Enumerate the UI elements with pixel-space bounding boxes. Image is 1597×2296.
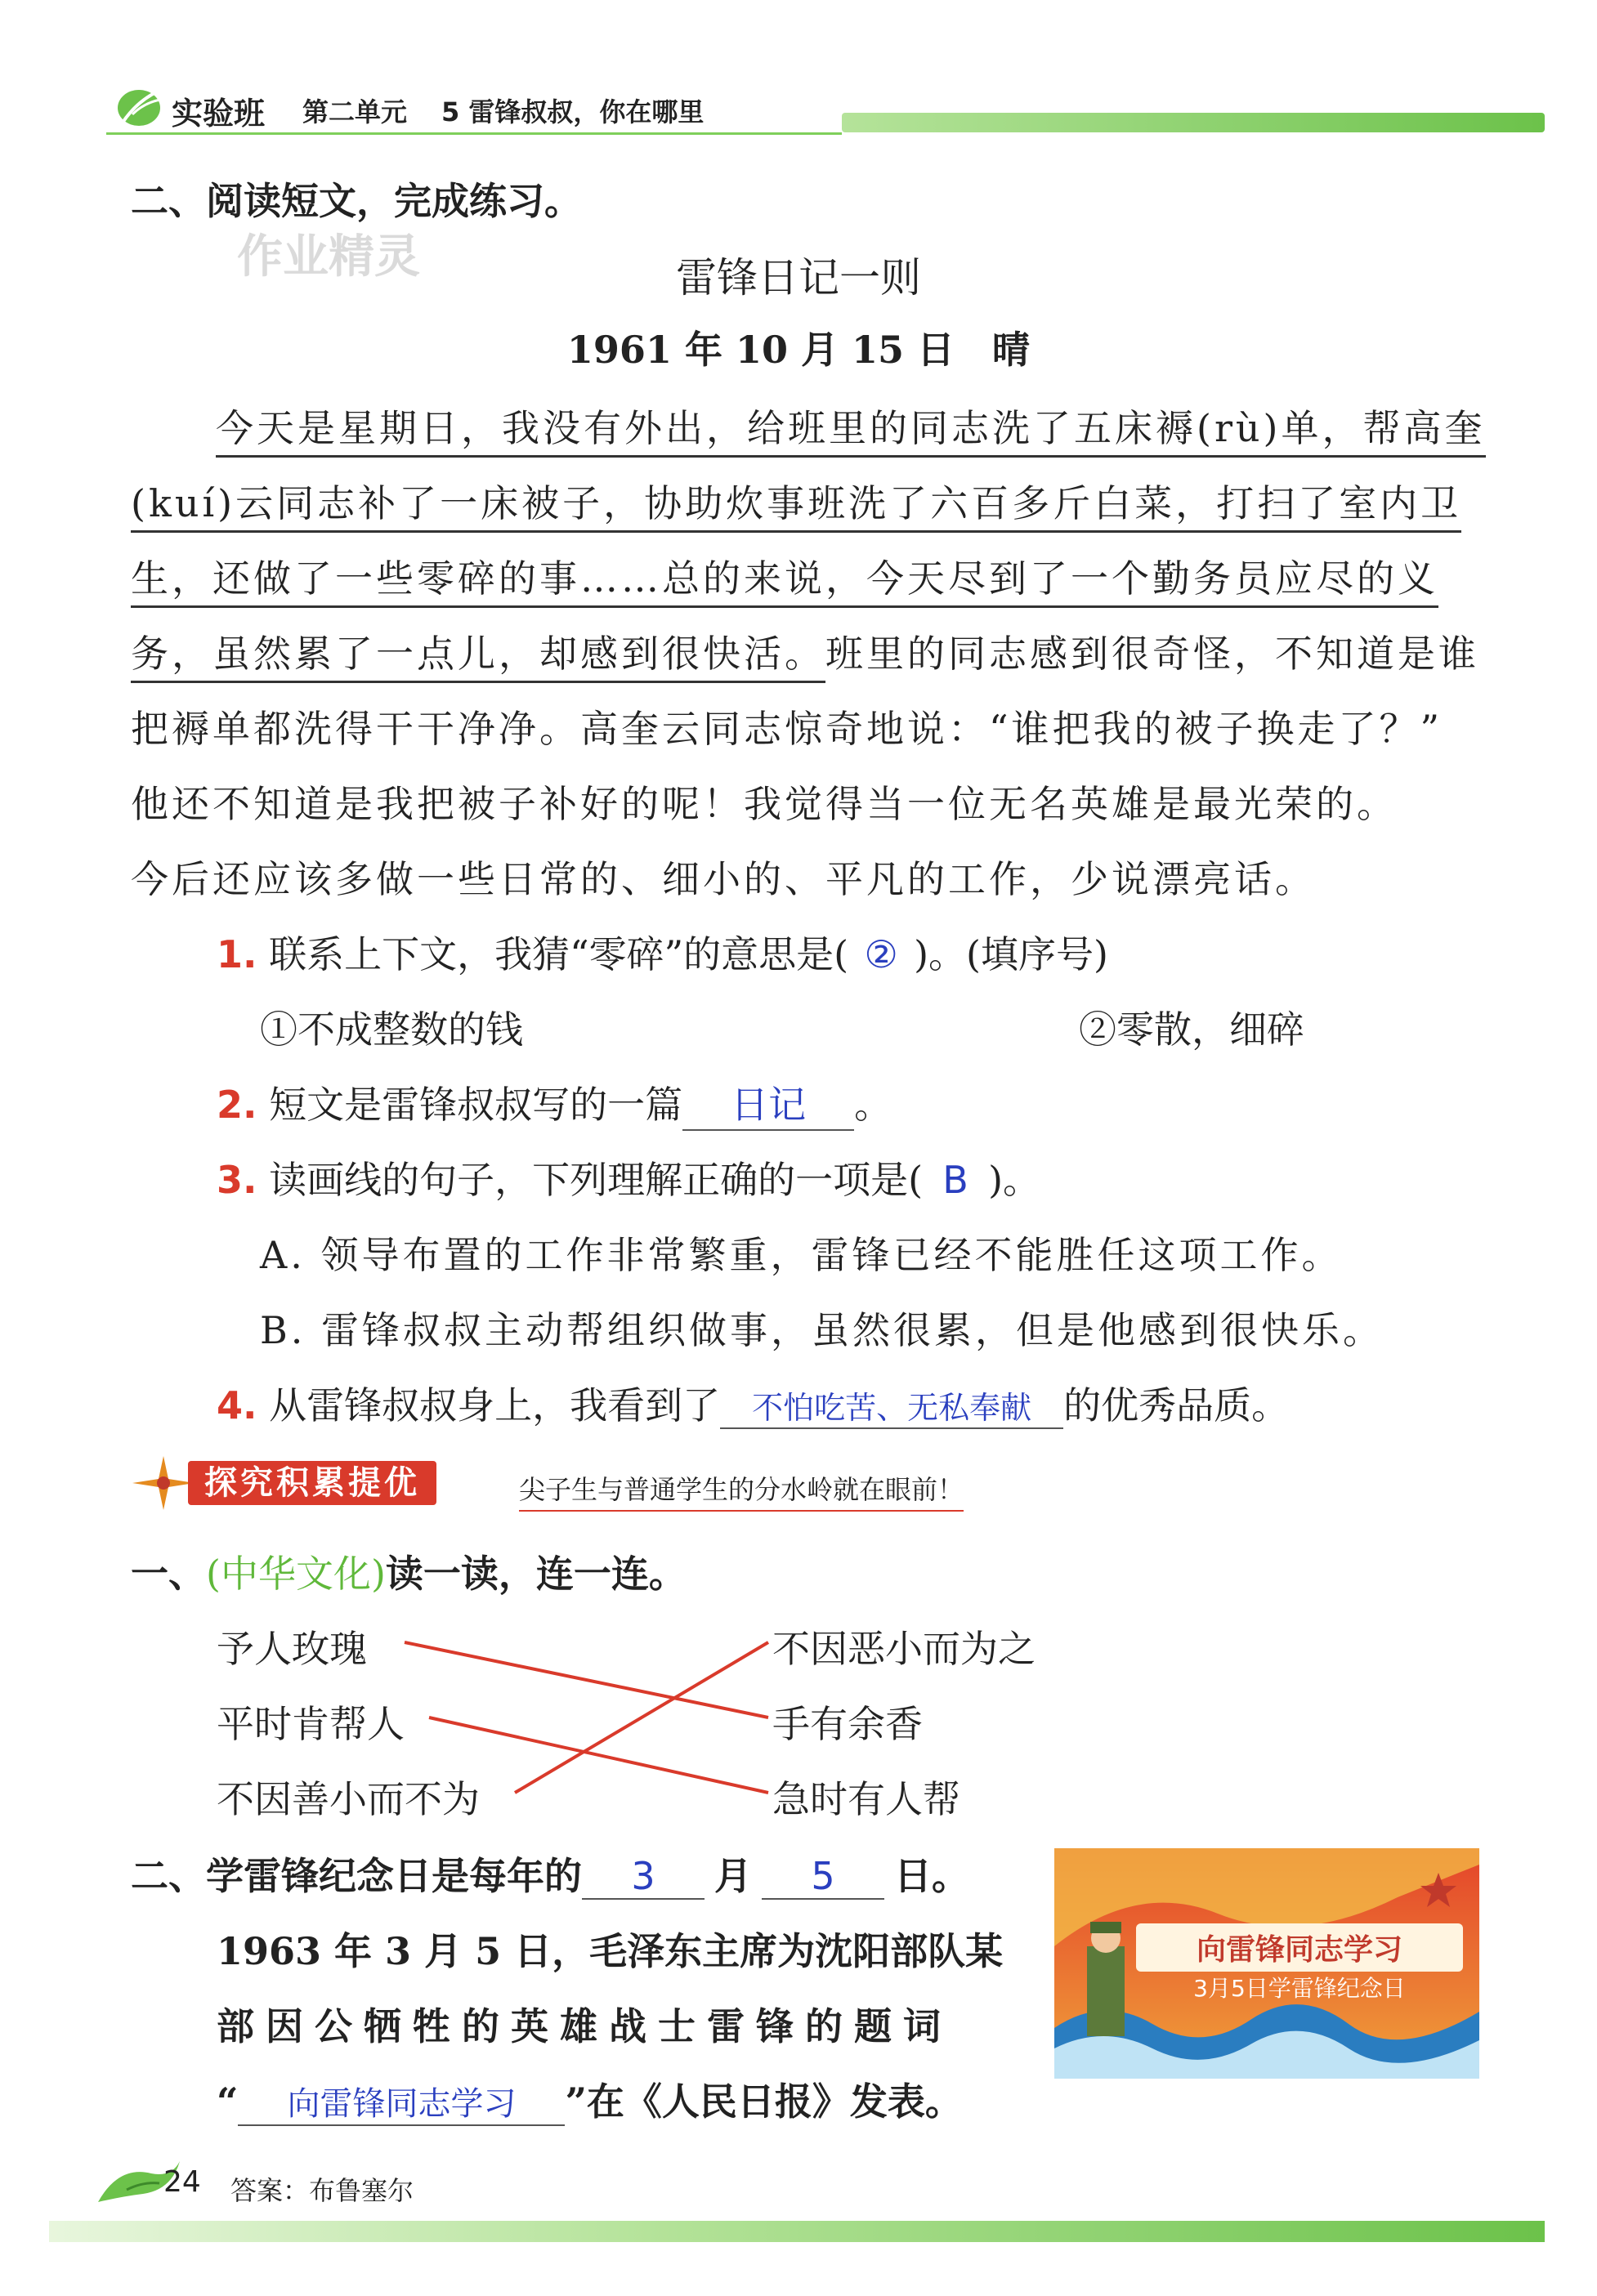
lesson-label: 5 雷锋叔叔，你在哪里 <box>441 96 705 127</box>
brand-name: 实验班 <box>172 96 266 132</box>
match-line-3 <box>515 1642 768 1793</box>
page-number: 24 <box>163 2165 201 2199</box>
question-3: 3. 读画线的句子，下列理解正确的一项是( B )。 <box>217 1158 1041 1202</box>
footer-answer: 答案：布鲁塞尔 <box>230 2175 414 2206</box>
passage-line-6: 他还不知道是我把被子补好的呢！我觉得当一位无名英雄是最光荣的。 <box>131 782 1398 826</box>
passage-date: 1961 年 10 月 15 日 晴 <box>566 328 1031 372</box>
answer-q2: 日记 <box>682 1075 854 1131</box>
section-title: 二、阅读短文，完成练习。 <box>131 179 582 223</box>
poster-subtitle: 3月5日学雷锋纪念日 <box>1193 1975 1406 2002</box>
answer-day: 5 <box>762 1854 884 1900</box>
passage-line-7: 今后还应该多做一些日常的、细小的、平凡的工作，少说漂亮话。 <box>131 857 1316 901</box>
watermark: 作业精灵 <box>237 230 420 284</box>
passage-line-3: 生，还做了一些零碎的事……总的来说，今天尽到了一个勤务员应尽的义 <box>131 549 1487 603</box>
explore-2-line-1: 二、学雷锋纪念日是每年的 3 月 5 日。 <box>131 1854 969 1898</box>
banner-label: 探究积累提优 <box>188 1461 436 1505</box>
q3-option-a: A. 领导布置的工作非常繁重，雷锋已经不能胜任这项工作。 <box>260 1233 1343 1277</box>
q3-option-b: B. 雷锋叔叔主动帮组织做事，虽然很累，但是他感到很快乐。 <box>260 1308 1385 1352</box>
unit-label: 第二单元 <box>302 96 408 127</box>
answer-q1: ② <box>864 932 898 976</box>
answer-month: 3 <box>582 1854 705 1900</box>
passage-line-1: 今天是星期日，我没有外出，给班里的同志洗了五床褥(rù)单，帮高奎 <box>131 399 1487 453</box>
q1-option-1: ①不成整数的钱 <box>260 1007 523 1052</box>
poster-title: 向雷锋同志学习 <box>1136 1923 1463 1972</box>
explore-1-title: 一、(中华文化)读一读，连一连。 <box>131 1552 687 1596</box>
question-2: 2. 短文是雷锋叔叔写的一篇 日记 。 <box>217 1075 892 1131</box>
match-left-1[interactable]: 予人玫瑰 <box>217 1627 367 1671</box>
poster-image <box>1054 1848 1479 2079</box>
match-line-2 <box>429 1718 768 1793</box>
passage-line-4: 务，虽然累了一点儿，却感到很快活。班里的同志感到很奇怪，不知道是谁 <box>131 624 1487 678</box>
question-1: 1. 联系上下文，我猜“零碎”的意思是( ② )。(填序号) <box>217 932 1108 976</box>
answer-quote: 向雷锋同志学习 <box>238 2078 565 2126</box>
match-left-2[interactable]: 平时肯帮人 <box>217 1702 405 1746</box>
match-left-3[interactable]: 不因善小而不为 <box>217 1777 480 1821</box>
explore-2-line-4: “ 向雷锋同志学习 ”在《人民日报》发表。 <box>217 2072 963 2126</box>
footer-stripe <box>49 2221 1545 2242</box>
match-line-1 <box>405 1642 768 1718</box>
answer-q4: 不怕吃苦、无私奉献 <box>720 1383 1063 1429</box>
banner-slogan: 尖子生与普通学生的分水岭就在眼前！ <box>519 1469 964 1512</box>
question-4: 4. 从雷锋叔叔身上，我看到了 不怕吃苦、无私奉献 的优秀品质。 <box>217 1383 1290 1427</box>
explore-2-line-3: 部因公牺牲的英雄战士雷锋的题词 <box>217 2004 952 2048</box>
answer-q3: B <box>942 1158 968 1202</box>
match-right-2[interactable]: 手有余香 <box>772 1702 923 1746</box>
passage-title: 雷锋日记一则 <box>676 254 921 302</box>
match-right-1[interactable]: 不因恶小而为之 <box>772 1627 1036 1671</box>
explore-2-line-2: 1963 年 3 月 5 日，毛泽东主席为沈阳部队某 <box>217 1929 1004 1973</box>
q1-option-2: ②零散，细碎 <box>1079 1007 1304 1052</box>
passage-line-2: (kuí)云同志补了一床被子，协助炊事班洗了六百多斤白菜，打扫了室内卫 <box>131 474 1487 528</box>
match-right-3[interactable]: 急时有人帮 <box>772 1777 960 1821</box>
passage-line-5: 把褥单都洗得干干净净。高奎云同志惊奇地说：“谁把我的被子换走了？” <box>131 707 1443 751</box>
